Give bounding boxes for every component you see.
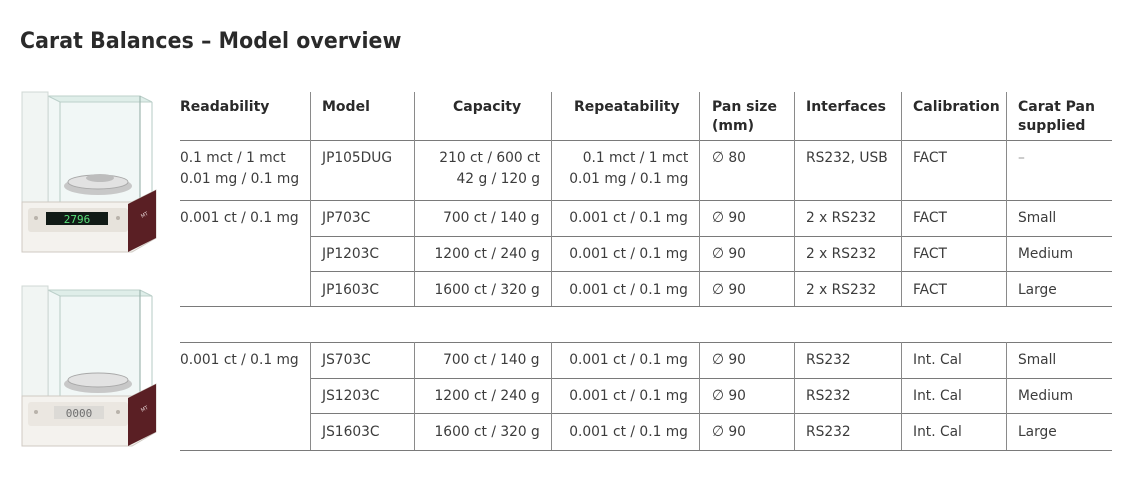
cell-model: JS703C <box>322 352 371 368</box>
cell-model: JS1603C <box>322 424 380 440</box>
header-repeatability: Repeatability <box>574 99 680 115</box>
cell-model: JP1203C <box>322 246 380 262</box>
header-calibration: Calibration <box>913 99 1000 115</box>
cell-interfaces: RS232, USB <box>806 150 888 166</box>
svg-text:MT: MT <box>140 211 150 220</box>
cell-pan-size: ∅ 90 <box>712 424 746 440</box>
cell-repeatability: 0.001 ct / 0.1 mg <box>569 388 688 404</box>
cell-capacity: 210 ct / 600 ct 42 g / 120 g <box>439 150 540 187</box>
cell-capacity: 700 ct / 140 g <box>443 210 540 226</box>
cell-interfaces: 2 x RS232 <box>806 246 877 262</box>
svg-text:MT: MT <box>140 405 150 414</box>
col-divider <box>699 92 700 306</box>
rule-row5 <box>310 378 1112 379</box>
cell-repeatability: 0.001 ct / 0.1 mg <box>569 352 688 368</box>
cell-pan-size: ∅ 90 <box>712 388 746 404</box>
cell-carat-pan: Large <box>1018 424 1057 440</box>
cell-repeatability: 0.001 ct / 0.1 mg <box>569 246 688 262</box>
header-pan-size: Pan size (mm) <box>712 99 777 134</box>
cell-interfaces: RS232 <box>806 424 851 440</box>
cell-capacity: 1200 ct / 240 g <box>434 246 540 262</box>
header-carat-pan: Carat Pan supplied <box>1018 99 1095 134</box>
cell-calibration: FACT <box>913 150 947 166</box>
cell-model: JP105DUG <box>322 150 393 166</box>
cell-model: JS1203C <box>322 388 380 404</box>
cell-calibration: FACT <box>913 246 947 262</box>
cell-pan-size: ∅ 80 <box>712 150 746 166</box>
col-divider <box>1006 92 1007 306</box>
cell-carat-pan: Medium <box>1018 246 1074 262</box>
cell-repeatability: 0.1 mct / 1 mct 0.01 mg / 0.1 mg <box>568 150 688 187</box>
cell-interfaces: 2 x RS232 <box>806 210 877 226</box>
cell-calibration: FACT <box>913 210 947 226</box>
col-divider <box>901 92 902 306</box>
cell-repeatability: 0.001 ct / 0.1 mg <box>569 282 688 298</box>
rule-header <box>180 140 1112 141</box>
rule-row2 <box>310 236 1112 237</box>
header-capacity: Capacity <box>453 99 522 115</box>
col-divider <box>310 342 311 450</box>
cell-carat-pan: Small <box>1018 352 1057 368</box>
col-divider <box>310 92 311 306</box>
cell-pan-size: ∅ 90 <box>712 352 746 368</box>
header-readability: Readability <box>180 99 270 115</box>
cell-carat-pan: Large <box>1018 282 1057 298</box>
cell-model: JP1603C <box>322 282 380 298</box>
balance-image-jp <box>20 86 160 258</box>
col-divider <box>901 342 902 450</box>
cell-capacity: 1200 ct / 240 g <box>434 388 540 404</box>
cell-interfaces: RS232 <box>806 388 851 404</box>
cell-calibration: Int. Cal <box>913 388 962 404</box>
rule-row6 <box>310 413 1112 414</box>
cell-model: JP703C <box>322 210 371 226</box>
col-divider <box>551 92 552 306</box>
cell-readability: 0.001 ct / 0.1 mg <box>180 352 299 368</box>
cell-capacity: 1600 ct / 320 g <box>434 424 540 440</box>
cell-repeatability: 0.001 ct / 0.1 mg <box>569 424 688 440</box>
balance-image-js <box>20 280 160 452</box>
col-divider <box>1006 342 1007 450</box>
balance-display-top: 2796 <box>63 213 91 226</box>
header-model: Model <box>322 99 370 115</box>
cell-repeatability: 0.001 ct / 0.1 mg <box>569 210 688 226</box>
cell-readability: 0.001 ct / 0.1 mg <box>180 210 299 226</box>
cell-pan-size: ∅ 90 <box>712 210 746 226</box>
col-divider <box>794 342 795 450</box>
col-divider <box>794 92 795 306</box>
col-divider <box>414 342 415 450</box>
cell-carat-pan: Small <box>1018 210 1057 226</box>
cell-capacity: 1600 ct / 320 g <box>434 282 540 298</box>
cell-interfaces: RS232 <box>806 352 851 368</box>
col-divider <box>414 92 415 306</box>
rule-group1-end <box>180 306 1112 307</box>
cell-carat-pan: – <box>1018 150 1025 166</box>
cell-calibration: Int. Cal <box>913 352 962 368</box>
header-interfaces: Interfaces <box>806 99 886 115</box>
col-divider <box>699 342 700 450</box>
cell-pan-size: ∅ 90 <box>712 282 746 298</box>
rule-row3 <box>310 271 1112 272</box>
cell-calibration: FACT <box>913 282 947 298</box>
cell-pan-size: ∅ 90 <box>712 246 746 262</box>
rule-row1 <box>180 200 1112 201</box>
cell-calibration: Int. Cal <box>913 424 962 440</box>
rule-bottom <box>180 450 1112 451</box>
rule-group2-start <box>180 342 1112 343</box>
cell-interfaces: 2 x RS232 <box>806 282 877 298</box>
cell-capacity: 700 ct / 140 g <box>443 352 540 368</box>
page-title: Carat Balances – Model overview <box>20 29 402 54</box>
balance-display-bottom: 0000 <box>65 407 93 420</box>
col-divider <box>551 342 552 450</box>
cell-carat-pan: Medium <box>1018 388 1074 404</box>
cell-readability: 0.1 mct / 1 mct 0.01 mg / 0.1 mg <box>180 150 300 187</box>
